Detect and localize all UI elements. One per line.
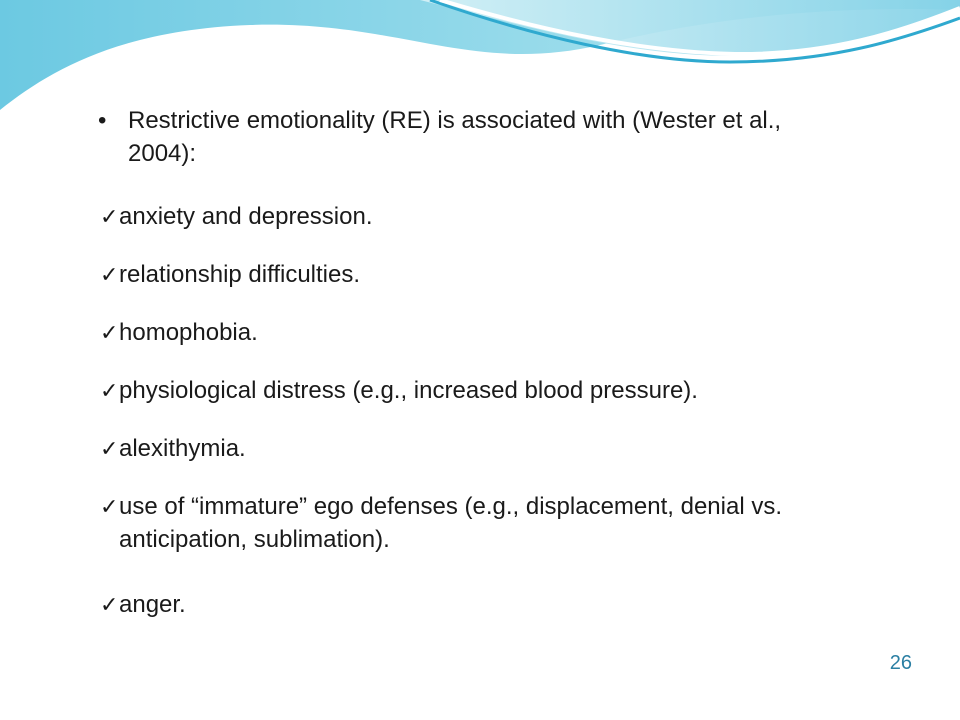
- checkmark-icon: ✓: [100, 592, 119, 617]
- check-item-anxiety: [100, 200, 860, 233]
- check-item-text: alexithymia.: [119, 435, 246, 462]
- intro-text: Restrictive emotionality (RE) is associated with (Wester et al., 2004):: [128, 107, 782, 167]
- check-item-text: use of “immature” ego defenses (e.g., displacement, denial vs. anticipation, sublimation).: [119, 493, 782, 553]
- checkmark-icon: ✓: [100, 436, 119, 461]
- check-item-anger: [100, 588, 860, 621]
- checkmark-icon: ✓: [100, 494, 119, 519]
- bullet-glyph: •: [98, 107, 107, 134]
- check-item-text: relationship difficulties.: [119, 261, 361, 288]
- check-item-text: physiological distress (e.g., increased blood pressure).: [119, 377, 698, 404]
- checkmark-icon: ✓: [100, 204, 119, 229]
- check-item-relationship: [100, 258, 860, 291]
- check-item-text: anxiety and depression.: [119, 203, 373, 230]
- check-item-alexithymia: [100, 432, 860, 465]
- check-item-homophobia: [100, 316, 860, 349]
- check-item-physiological: [100, 374, 860, 407]
- checkmark-icon: ✓: [100, 378, 119, 403]
- page-number: 26: [889, 652, 912, 674]
- checkmark-icon: ✓: [100, 320, 119, 345]
- check-item-text: homophobia.: [119, 319, 258, 346]
- intro-bullet-item: [98, 104, 818, 170]
- check-item-ego-defenses: [100, 490, 820, 556]
- checkmark-icon: ✓: [100, 262, 119, 287]
- check-item-text: anger.: [119, 591, 186, 618]
